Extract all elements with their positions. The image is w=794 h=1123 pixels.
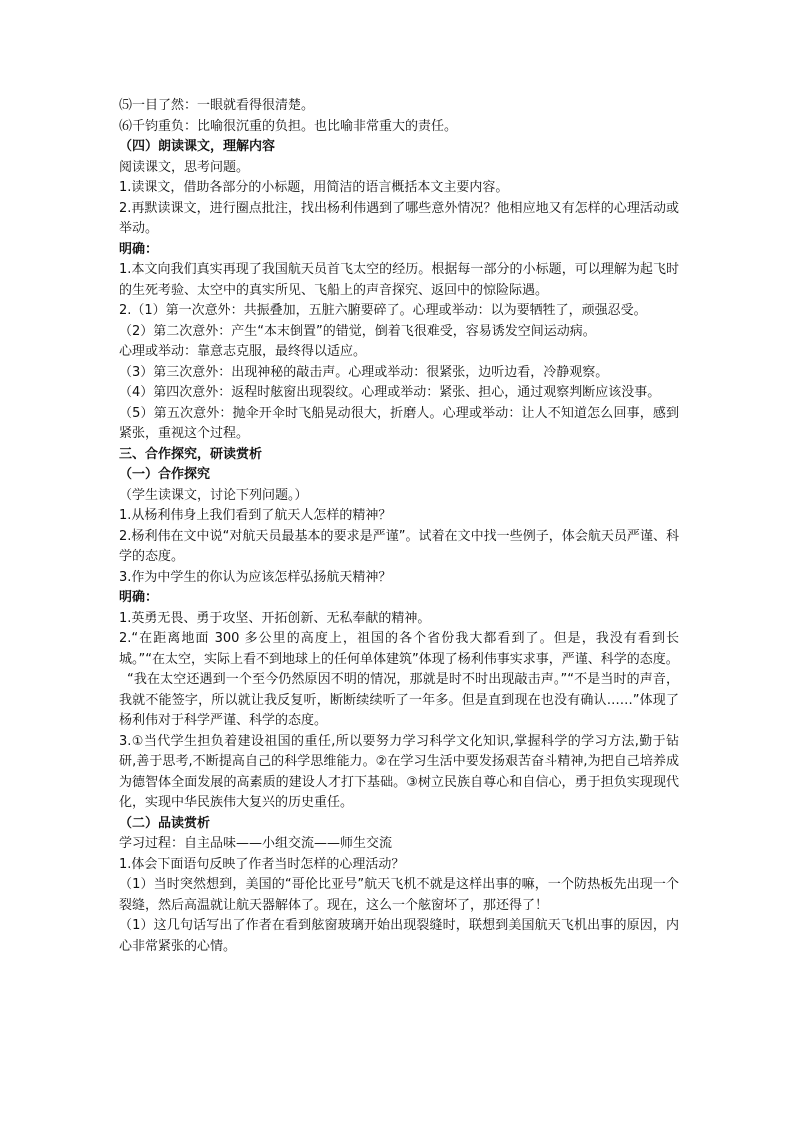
- discussion-question-1: 1.从杨利伟身上我们看到了航天人怎样的精神？: [119, 508, 392, 523]
- appreciate-quote-1: （1）当时突然想到，美国的“哥伦比亚号”航天飞机不就是这样出事的嘛，一个防热板先出现一个裂缝，然后高温就让航天器解体了。现在，这么一个舷窗坏了，那还得了！: [119, 877, 679, 913]
- question-1: 1.读课文，借助各部分的小标题，用简洁的语言概括本文主要内容。: [119, 180, 509, 195]
- answer-2-item-5: （5）第五次意外：抛伞开伞时飞船晃动很大，折磨人。心理或举动：让人不知道怎么回事，感到紧张，重视这个过程。: [119, 405, 679, 441]
- answer-2-item-2-cont: 心理或举动：靠意志克服，最终得以适应。: [119, 344, 367, 359]
- instruction-text: 阅读课文，思考问题。: [119, 159, 250, 175]
- vocab-item-yimu: ⑸一目了然：一眼就看得很清楚。: [119, 98, 315, 113]
- subsection-heading-cooperate: （一）合作探究: [119, 467, 211, 482]
- discussion-answer-3: 3.①当代学生担负着建设祖国的重任,所以要努力学习科学文化知识,掌握科学的学习方法,勤于钻研,善于思考,不断提高自己的科学思维能力。②在学习生活中要发扬艰苦奋斗精神,为把自己培养成为德智体全面发展的高素质的建设人才打下基础。③树立民族自尊心和自信心，勇于担负实现现代化，实现中华民族伟大复兴的历史重任。: [119, 733, 679, 810]
- appreciate-answer-1: （1）这几句话写出了作者在看到舷窗玻璃开始出现裂缝时，联想到美国航天飞机出事的原因，内心非常紧张的心情。: [119, 918, 679, 954]
- answer-2-item-4: （4）第四次意外：返程时舷窗出现裂纹。心理或举动：紧张、担心，通过观察判断应该没事。: [119, 385, 661, 400]
- document-body: [119, 96, 679, 957]
- discussion-question-3: 3.作为中学生的你认为应该怎样弘扬航天精神？: [119, 569, 392, 585]
- question-2: 2.再默读课文，进行圈点批注，找出杨利伟遇到了哪些意外情况？他相应地又有怎样的心理活动或举动。: [119, 200, 679, 236]
- vocab-item-qianjun: ⑹千钧重负：比喻很沉重的负担。也比喻非常重大的责任。: [119, 118, 458, 134]
- discussion-note: （学生读课文，讨论下列问题。）: [119, 487, 308, 503]
- answer-2-item-2: （2）第二次意外：产生“本末倒置”的错觉，倒着飞很难受，容易诱发空间运动病。: [119, 323, 596, 339]
- section-heading-read: （四）朗读课文，理解内容: [119, 139, 276, 154]
- subsection-heading-appreciate: （二）品读赏析: [119, 815, 211, 831]
- learning-process: 学习过程：自主品味——小组交流——师生交流: [119, 836, 393, 851]
- discussion-answer-1: 1.英勇无畏、勇于攻坚、开拓创新、无私奉献的精神。: [119, 610, 431, 626]
- answer-heading-2: 明确：: [119, 590, 159, 605]
- discussion-question-2: 2.杨利伟在文中说“对航天员最基本的要求是严谨”。试着在文中找一些例子，体会航天员严谨、科学的态度。: [119, 528, 679, 564]
- answer-2-item-1: 2.（1）第一次意外：共振叠加，五脏六腑要碎了。心理或举动：以为要牺牲了，顽强忍受。: [119, 303, 647, 318]
- appreciate-question-1: 1.体会下面语句反映了作者当时怎样的心理活动？: [119, 856, 405, 872]
- answer-1: 1.本文向我们真实再现了我国航天员首飞太空的经历。根据每一部分的小标题，可以理解为起飞时的生死考验、太空中的真实所见、飞船上的声音探究、返回中的惊险际遇。: [119, 262, 679, 298]
- answer-2-item-3: （3）第三次意外：出现神秘的敲击声。心理或举动：很紧张，边听边看，冷静观察。: [119, 364, 609, 380]
- discussion-answer-2-cont: “我在太空还遇到一个至今仍然原因不明的情况，那就是时不时出现敲击声。”“不是当时的声音，我就不能签字，所以就让我反复听，断断续续听了一年多。但是直到现在也没有确认……”体现了杨利伟对于科学严谨、科学的态度。: [119, 672, 679, 728]
- section-heading-explore: 三、合作探究，研读赏析: [119, 446, 263, 462]
- answer-heading: 明确：: [119, 241, 159, 257]
- discussion-answer-2: 2.“在距离地面 300 多公里的高度上，祖国的各个省份我大都看到了。但是，我没有看到长城。”“在太空，实际上看不到地球上的任何单体建筑”体现了杨利伟事实求事，严谨、科学的态度。: [119, 631, 679, 667]
